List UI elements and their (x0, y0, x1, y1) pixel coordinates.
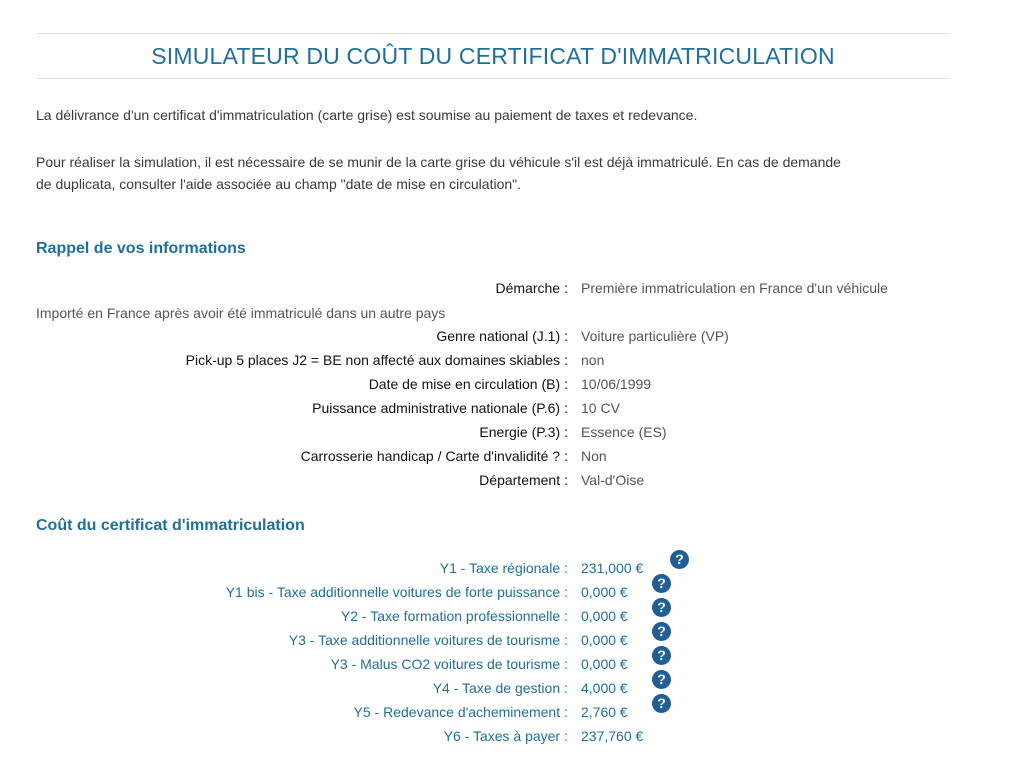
recap-value: Essence (ES) (581, 424, 667, 440)
cost-value: 237,760 € (581, 728, 644, 744)
cost-label (289, 628, 568, 652)
intro-paragraph-1: La délivrance d'un certificat d'immatriculation (carte grise) est soumise au paiement de taxes et redevance. (36, 107, 698, 123)
recap-heading: Rappel de vos informations (36, 240, 246, 257)
cost-row (0, 599, 1024, 628)
recap-label (479, 469, 568, 491)
recap-label-text: Energie (P.3) (479, 424, 561, 440)
label-colon: : (564, 472, 568, 488)
cost-label (440, 556, 568, 580)
label-colon: : (564, 424, 568, 440)
recap-label (496, 277, 568, 299)
cost-label-text: Y3 - Taxe additionnelle voitures de tourisme (288, 632, 561, 648)
cost-row (0, 551, 1024, 580)
recap-label (301, 445, 568, 467)
cost-label-text: Y6 - Taxes à payer (443, 728, 561, 744)
recap-value: 10/06/1999 (581, 376, 652, 392)
recap-demarche-continuation: Importé en France après avoir été immatriculé dans un autre pays (36, 305, 446, 321)
label-colon: : (564, 400, 568, 416)
page-title: SIMULATEUR DU COÛT DU CERTIFICAT D'IMMATRICULATION (36, 33, 950, 79)
recap-value: non (581, 352, 605, 368)
recap-label (436, 325, 568, 347)
cost-value: 0,000 € (581, 656, 628, 672)
label-colon: : (564, 584, 568, 600)
cost-label-text: Y4 - Taxe de gestion (432, 680, 561, 696)
cost-label (226, 580, 568, 604)
label-colon: : (564, 728, 568, 744)
cost-label (354, 700, 568, 724)
recap-label-text: Genre national (J.1) (436, 328, 561, 344)
cost-label-text: Y5 - Redevance d'acheminement (353, 704, 561, 720)
recap-label-text: Démarche (495, 280, 561, 296)
cost-row (0, 724, 1024, 748)
recap-label (186, 349, 568, 371)
label-colon: : (564, 280, 568, 296)
cost-value: 2,760 € (581, 704, 628, 720)
recap-row (0, 445, 1024, 467)
recap-label-text: Date de mise en circulation (B) (368, 376, 561, 392)
label-colon: : (564, 608, 568, 624)
recap-value: Voiture particulière (VP) (581, 328, 729, 344)
label-colon: : (564, 560, 568, 576)
recap-label (369, 373, 568, 395)
recap-row (0, 397, 1024, 419)
recap-row (0, 349, 1024, 371)
help-icon[interactable]: ? (652, 670, 671, 689)
recap-label (312, 397, 568, 419)
cost-value: 231,000 € (581, 560, 644, 576)
recap-row (0, 373, 1024, 395)
label-colon: : (564, 376, 568, 392)
label-colon: : (564, 448, 568, 464)
cost-label-text: Y1 bis - Taxe additionnelle voitures de forte puissance (225, 584, 561, 600)
label-colon: : (564, 656, 568, 672)
recap-label-text: Pick-up 5 places J2 = BE non affecté aux domaines skiables (185, 352, 561, 368)
recap-value: Première immatriculation en France d'un véhicule (581, 280, 888, 296)
label-colon: : (564, 680, 568, 696)
recap-label-text: Département (479, 472, 561, 488)
cost-value: 0,000 € (581, 584, 628, 600)
cost-label (444, 724, 568, 748)
recap-row (0, 325, 1024, 347)
cost-row (0, 671, 1024, 700)
intro-paragraph-2-line-1: Pour réaliser la simulation, il est nécessaire de se munir de la carte grise du véhicule s'il est déjà immatriculé. En cas de demande (36, 154, 841, 170)
recap-value: 10 CV (581, 400, 620, 416)
label-colon: : (564, 352, 568, 368)
help-icon[interactable]: ? (652, 646, 671, 665)
recap-value: Non (581, 448, 607, 464)
cost-label (433, 676, 568, 700)
label-colon: : (564, 632, 568, 648)
cost-value: 4,000 € (581, 680, 628, 696)
cost-label (331, 652, 568, 676)
intro-paragraph-2 (36, 151, 956, 195)
cost-row (0, 695, 1024, 724)
cost-row (0, 575, 1024, 604)
costs-heading: Coût du certificat d'immatriculation (36, 517, 305, 534)
intro-paragraph-2-line-2: de duplicata, consulter l'aide associée au champ "date de mise en circulation". (36, 176, 522, 192)
cost-label-text: Y1 - Taxe régionale (439, 560, 561, 576)
recap-row-demarche (0, 277, 1024, 299)
help-icon[interactable]: ? (652, 694, 671, 713)
recap-label-text: Puissance administrative nationale (P.6) (312, 400, 561, 416)
cost-label-text: Y2 - Taxe formation professionnelle (340, 608, 561, 624)
recap-label (479, 421, 568, 443)
cost-row (0, 647, 1024, 676)
cost-value: 0,000 € (581, 608, 628, 624)
cost-value: 0,000 € (581, 632, 628, 648)
help-icon[interactable]: ? (652, 622, 671, 641)
recap-label-text: Carrosserie handicap / Carte d'invalidité ? (300, 448, 561, 464)
recap-value: Val-d'Oise (581, 472, 645, 488)
help-icon[interactable]: ? (652, 574, 671, 593)
recap-row (0, 421, 1024, 443)
help-icon[interactable]: ? (670, 550, 689, 569)
cost-label-text: Y3 - Malus CO2 voitures de tourisme (330, 656, 561, 672)
cost-label (341, 604, 568, 628)
label-colon: : (564, 704, 568, 720)
recap-row (0, 469, 1024, 491)
help-icon[interactable]: ? (652, 598, 671, 617)
cost-row (0, 623, 1024, 652)
label-colon: : (564, 328, 568, 344)
